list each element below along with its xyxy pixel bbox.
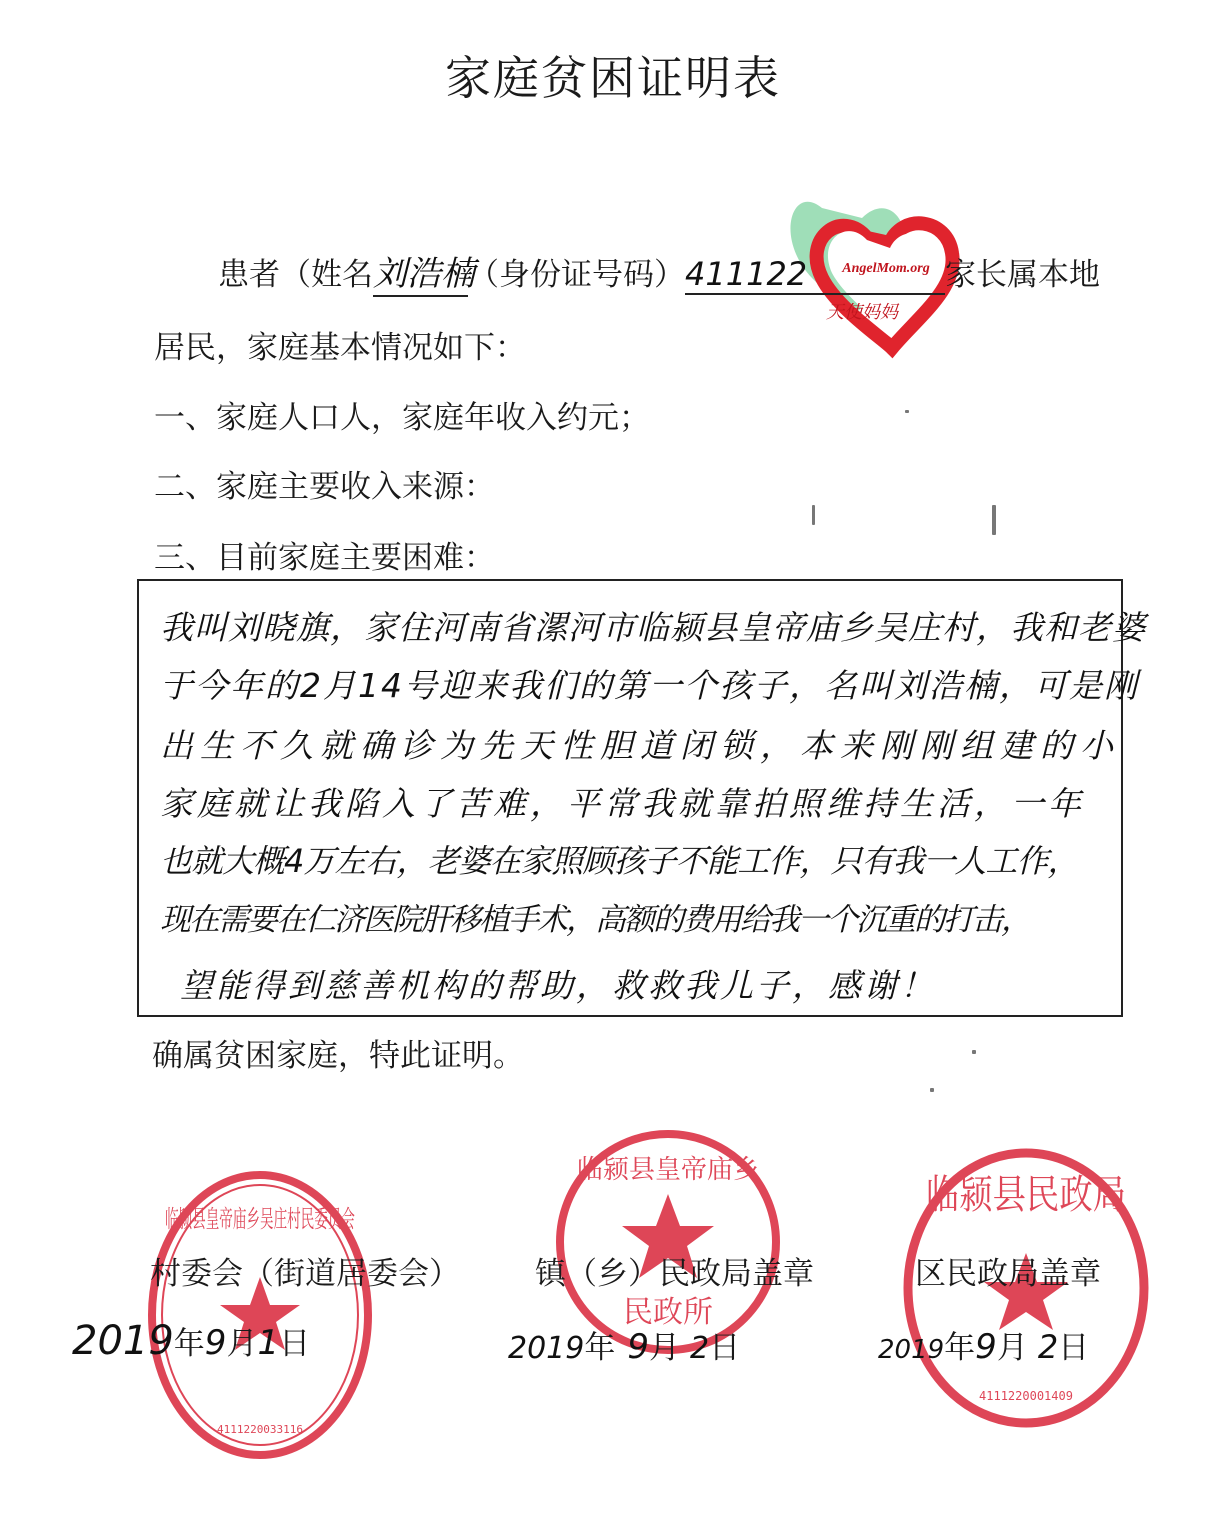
seal-text: 临颍县民政局 (926, 1172, 1126, 1218)
scan-speck (972, 1050, 976, 1054)
logo-text: AngelMom.org (842, 261, 930, 276)
intro-suffix: 家长属本地 (945, 257, 1100, 293)
item-2: 二、家庭主要收入来源： (154, 469, 495, 505)
handwritten-line: 出生不久就确诊为先天性胆道闭锁，本来刚刚组建的小 (160, 726, 1120, 765)
date-year-hand: 2019 (72, 1318, 174, 1364)
village-committee-label: 村委会（街道居委会） (150, 1256, 460, 1292)
certify-text: 确属贫困家庭，特此证明。 (152, 1038, 524, 1074)
date-year-hand: 2019 (878, 1335, 945, 1365)
township-label: 镇（乡）民政局盖章 (535, 1256, 814, 1292)
date-day-char: 日 (279, 1326, 311, 1362)
handwritten-line: 我叫刘晓旗，家住河南省漯河市临颍县皇帝庙乡吴庄村，我和老婆 (160, 608, 1146, 647)
date-month-char: 月 (226, 1326, 258, 1362)
handwritten-line: 现在需要在仁济医院肝移植手术，高额的费用给我一个沉重的打击， (160, 902, 1030, 938)
item-3: 三、目前家庭主要困难： (154, 540, 495, 576)
date-month-hand: 9 (204, 1323, 227, 1363)
handwritten-line: 望能得到慈善机构的帮助，救救我儿子，感谢！ (180, 966, 936, 1005)
date-month-char: 月 (996, 1330, 1028, 1366)
scan-speck (812, 505, 815, 525)
patient-name: 刘浩楠 (373, 246, 468, 297)
logo-cn-text: 天使妈妈 (826, 302, 898, 323)
date-day-hand: 1 (257, 1323, 280, 1363)
date-day-char: 日 (1058, 1330, 1090, 1366)
seal-bottom-text: 民政所 (623, 1295, 713, 1330)
handwritten-line: 也就大概4万左右，老婆在家照顾孩子不能工作，只有我一人工作， (160, 842, 1079, 880)
district-label: 区民政局盖章 (915, 1256, 1101, 1292)
seal-number: 4111220033116 (216, 1423, 304, 1436)
document-title: 家庭贫困证明表 (445, 51, 781, 105)
date-month-char: 月 (649, 1330, 680, 1366)
scan-speck (905, 410, 909, 413)
handwritten-line: 家庭就让我陷入了苦难，平常我就靠拍照维持生活，一年 (160, 784, 1085, 823)
handwritten-line: 于今年的2月14号迎来我们的第一个孩子，名叫刘浩楠，可是刚 (160, 666, 1139, 705)
date-year-char: 年 (944, 1330, 976, 1366)
date-day-char: 日 (709, 1330, 741, 1366)
date-year-char: 年 (173, 1326, 205, 1362)
date-year-char: 年 (584, 1330, 616, 1366)
intro-line-1 (218, 246, 1100, 297)
date-1 (72, 1318, 310, 1364)
scan-speck (930, 1088, 934, 1092)
item-1: 一、家庭人口人，家庭年收入约元； (154, 400, 650, 436)
date-year-hand: 2019 (508, 1331, 585, 1366)
date-month-hand: 9 (627, 1327, 649, 1367)
seal-text: 临颍县皇帝庙乡 (576, 1155, 760, 1185)
seal-number: 4111220001409 (979, 1389, 1073, 1403)
id-number: 411122 (685, 255, 945, 295)
date-day-hand: 2 (690, 1331, 710, 1366)
intro-prefix: 患者（姓名 (218, 257, 373, 293)
date-3 (878, 1322, 1089, 1367)
date-2 (508, 1322, 740, 1367)
date-day-hand: 2 (1037, 1328, 1059, 1366)
seal-text: 临颍县皇帝庙乡吴庄村民委员会 (165, 1205, 355, 1233)
date-month-hand: 9 (975, 1327, 997, 1367)
scan-speck (992, 505, 996, 535)
id-label: （身份证号码） (468, 257, 685, 293)
intro-line-2: 居民，家庭基本情况如下： (154, 330, 526, 366)
